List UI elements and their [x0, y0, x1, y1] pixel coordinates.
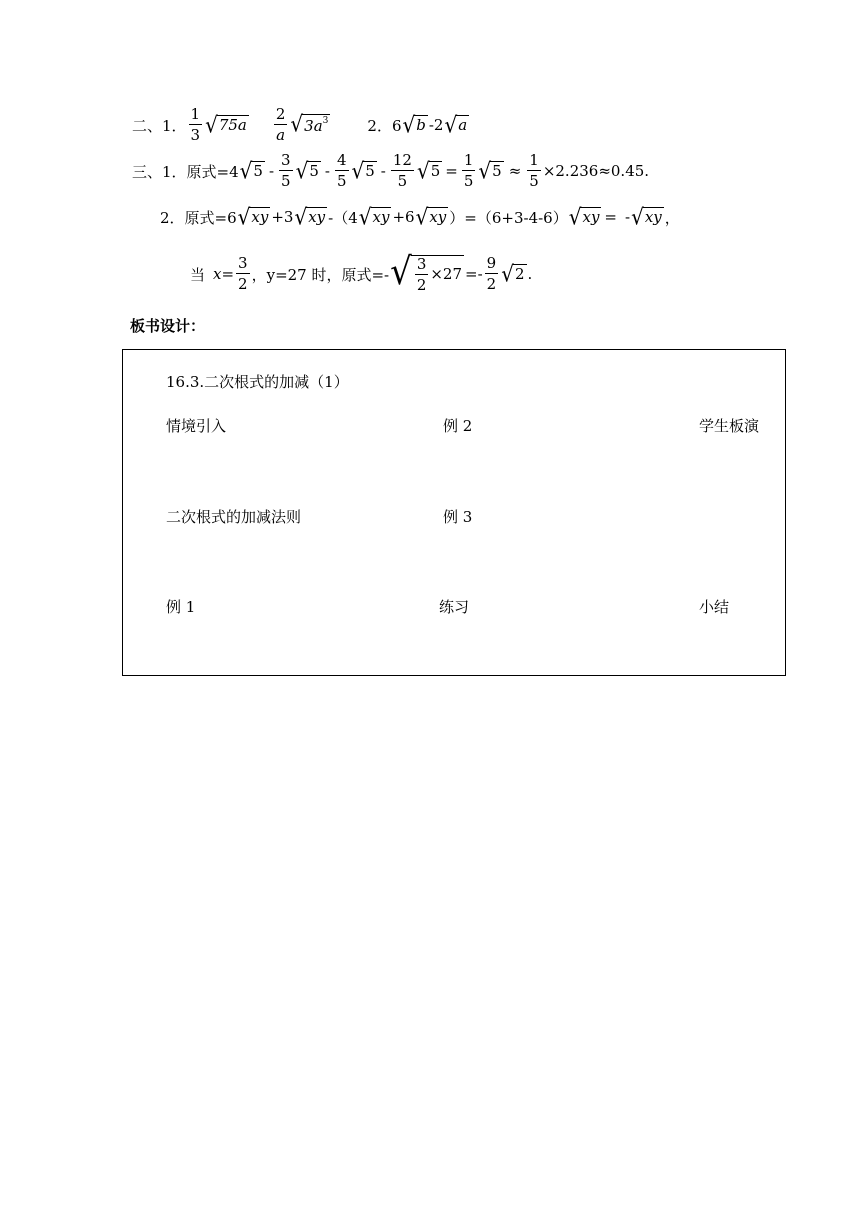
sqrt-expression: √ 5 — [239, 157, 263, 185]
fraction: $\frac{2}{a}$ — [275, 105, 286, 144]
sqrt-expression: √ $\frac{3}{2}$ ×27 — [390, 249, 463, 294]
variable-x: x= — [213, 265, 235, 283]
operator: +6 — [392, 208, 415, 226]
fraction: $\frac{9}{2}$ — [486, 254, 497, 293]
sqrt-expression: √ 5 — [295, 157, 319, 185]
operator: - — [324, 162, 330, 180]
board-design-heading: 板书设计： — [130, 317, 206, 335]
operator: - — [380, 162, 386, 180]
when-text: 当 — [190, 265, 206, 284]
fraction: $\frac{12}{5}$ — [392, 151, 412, 190]
operator: - — [625, 208, 631, 226]
operator: - — [268, 162, 275, 180]
answer-line-3-2b — [190, 250, 532, 298]
sqrt-expression: √ 75a — [205, 111, 247, 139]
condition-text: ，y=27 时，原式=- — [251, 265, 390, 284]
fraction: $\frac{3}{5}$ — [281, 151, 291, 190]
board-design-box — [122, 349, 786, 676]
operator: +3 — [271, 208, 294, 226]
sqrt-expression: √ a — [444, 111, 468, 139]
sqrt-expression: √ 2 — [501, 260, 525, 288]
fraction: $\frac{1}{5}$ — [463, 151, 474, 190]
operator: -2 — [428, 116, 444, 134]
board-item: 小结 — [699, 598, 730, 616]
board-item: 例 3 — [443, 508, 473, 526]
answer-line-3-1 — [132, 150, 649, 192]
answer-line-3-2 — [160, 200, 680, 234]
operator: = — [445, 162, 458, 180]
board-item: 例 2 — [443, 417, 473, 435]
sqrt-expression: √ $3a^3$ — [290, 111, 329, 138]
sqrt-expression: √ 5 — [351, 157, 375, 185]
fraction: $\frac{4}{5}$ — [336, 151, 347, 190]
fraction: $\frac{1}{3}$ — [190, 105, 201, 144]
fraction: $\frac{3}{2}$ — [238, 254, 248, 293]
sqrt-expression: √ xy — [237, 203, 269, 231]
board-item: 例 1 — [166, 598, 196, 616]
operator: ）=（6+3-4-6） — [449, 208, 568, 227]
board-item: 学生板演 — [699, 417, 760, 435]
operator: = — [604, 208, 617, 226]
operator: -（4 — [328, 208, 358, 227]
sqrt-expression: √ b — [402, 111, 426, 139]
punctuation: . — [527, 265, 533, 283]
sqrt-expression: √ xy — [358, 203, 390, 231]
board-item: 情境引入 — [166, 417, 227, 435]
board-item: 二次根式的加减法则 — [166, 508, 302, 526]
board-title: 16.3.二次根式的加减（1） — [166, 373, 349, 391]
section-label-3: 三、1．原式=4 — [132, 162, 239, 181]
sqrt-expression: √ xy — [294, 203, 326, 231]
operator: =- — [465, 265, 483, 283]
sqrt-expression: √ xy — [568, 203, 600, 231]
sqrt-expression: √ 5 — [416, 157, 441, 185]
operator: ≈ — [508, 162, 522, 180]
board-item: 练习 — [439, 598, 470, 616]
item-2-text: 2．原式=6 — [160, 208, 237, 227]
fraction: $\frac{1}{5}$ — [529, 151, 539, 190]
sqrt-expression: √ 5 — [478, 157, 502, 185]
item-2-text: 2．6 — [367, 116, 402, 135]
result-text: ×2.236≈0.45. — [542, 162, 650, 180]
answer-line-2 — [132, 104, 470, 146]
punctuation: ， — [664, 208, 680, 227]
sqrt-expression: √ xy — [631, 203, 662, 231]
sqrt-expression: √ xy — [415, 203, 447, 231]
section-label-2: 二、1． — [132, 116, 187, 135]
